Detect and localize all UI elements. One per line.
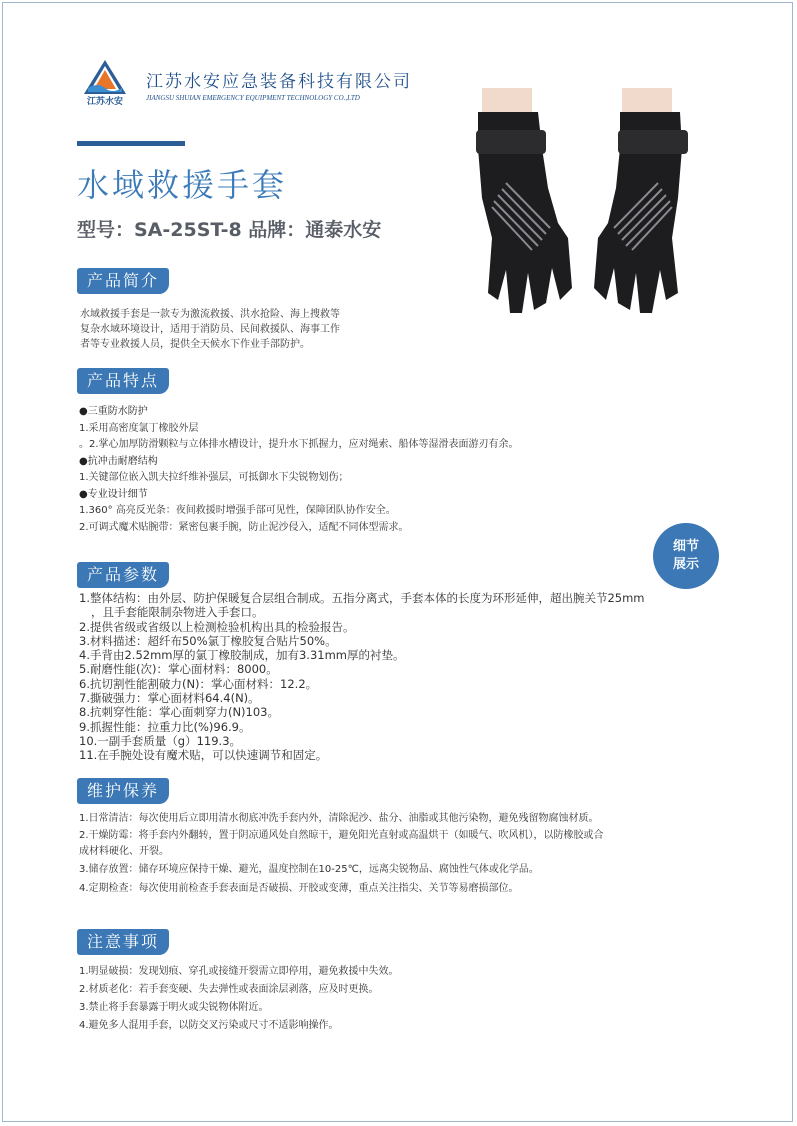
section-heading-intro: 产品简介 — [77, 268, 169, 294]
param-item: 10.一副手套质量（g）119.3。 — [79, 733, 242, 748]
section-heading-params: 产品参数 — [77, 562, 169, 588]
logo-text: 江苏水安 — [86, 97, 124, 106]
badge-line: 展示 — [672, 557, 699, 572]
company-name-en: JIANGSU SHUIAN EMERGENCY EQUIPMENT TECHNOLOGY CO.,LTD — [146, 94, 360, 102]
param-item: 11.在手腕处设有魔术贴，可以快速调节和固定。 — [79, 748, 328, 763]
param-item: 3.材料描述：超纤布50%氯丁橡胶复合贴片50%。 — [79, 633, 337, 648]
company-header — [146, 67, 412, 102]
param-item: 1.整体结构：由外层、防护保暖复合层组合制成。五指分离式，手套本体的长度为环形延伸，超出腕关节25mm — [79, 591, 645, 605]
note-item: 2.材质老化：若手套变硬、失去弹性或表面涂层剥落，应及时更换。 — [79, 984, 379, 995]
feature-item: 1.360° 高亮反光条：夜间救援时增强手部可见性，保障团队协作安全。 — [79, 505, 396, 516]
notes-list — [79, 963, 399, 1035]
param-item: 6.抗切割性能割破力(N)：掌心面材料：12.2。 — [79, 676, 318, 691]
feature-item: 2.可调式魔术贴腕带：紧密包裹手腕，防止泥沙侵入，适配不同体型需求。 — [79, 521, 409, 533]
maintenance-item: 2.干燥防霉：将手套内外翻转，置于阴凉通风处自然晾干，避免阳光直射或高温烘干（如暖气、吹风机），以防橡胶或合 — [79, 830, 604, 841]
intro-line: 复杂水域环境设计，适用于消防员、民间救援队、海事工作 — [80, 324, 340, 335]
param-item: 5.耐磨性能(次)：掌心面材料：8000。 — [79, 662, 278, 677]
gloves-image — [472, 88, 700, 318]
section-heading-notes: 注意事项 — [77, 929, 169, 955]
note-item: 4.避免多人混用手套，以防交叉污染或尺寸不适影响操作。 — [79, 1020, 339, 1031]
section-heading-maintenance: 维护保养 — [77, 778, 169, 804]
feature-group-title: ●三重防水防护 — [79, 406, 148, 417]
company-name-cn: 江苏水安应急装备科技有限公司 — [146, 72, 412, 92]
note-item: 3.禁止将手套暴露于明火或尖锐物体附近。 — [79, 1002, 269, 1013]
intro-text — [80, 307, 340, 352]
intro-line: 水域救援手套是一款专为激流救援、洪水抢险、海上搜救等 — [80, 309, 340, 320]
maintenance-list — [79, 810, 604, 898]
company-logo — [80, 58, 130, 106]
params-list — [79, 591, 645, 763]
feature-item: 1.采用高密度氯丁橡胶外层 — [79, 422, 199, 434]
features-list — [79, 404, 519, 536]
feature-item: 1.关键部位嵌入凯夫拉纤维补强层，可抵御水下尖锐物划伤； — [79, 472, 349, 483]
product-model: 型号：SA-25ST-8 品牌：通泰水安 — [77, 219, 382, 241]
param-item: 7.撕破强力：掌心面材料64.4(N)。 — [79, 691, 260, 706]
param-item: 4.手背由2.52mm厚的氯丁橡胶制成，加有3.31mm厚的衬垫。 — [79, 648, 405, 663]
feature-group-title: ●抗冲击耐磨结构 — [79, 455, 158, 467]
title-accent-bar — [77, 141, 185, 146]
maintenance-item: 成材料硬化、开裂。 — [79, 846, 169, 857]
feature-group-title: ●专业设计细节 — [79, 488, 148, 500]
badge-line: 细节 — [672, 539, 699, 554]
intro-line: 者等专业救援人员，提供全天候水下作业手部防护。 — [80, 339, 310, 350]
section-heading-features: 产品特点 — [77, 368, 169, 394]
param-item: 9.抓握性能：拉重力比(%)96.9。 — [79, 719, 251, 734]
param-item: 8.抗刺穿性能：掌心面刺穿力(N)103。 — [79, 705, 279, 720]
maintenance-item: 1.日常清洁：每次使用后立即用清水彻底冲洗手套内外，清除泥沙、盐分、油脂或其他污染物，避免残留物腐蚀材质。 — [79, 813, 599, 824]
feature-item: 。2.掌心加厚防滑颗粒与立体排水槽设计，提升水下抓握力，应对绳索、船体等湿滑表面游刃有余。 — [79, 439, 519, 450]
param-item: ，且手套能限制杂物进入手套口。 — [91, 605, 264, 620]
maintenance-item: 4.定期检查：每次使用前检查手套表面是否破损、开胶或变薄，重点关注指尖、关节等易磨损部位。 — [79, 883, 519, 894]
param-item: 2.提供省级或省级以上检测检验机构出具的检验报告。 — [79, 619, 355, 634]
maintenance-item: 3.储存放置：储存环境应保持干燥、避光，温度控制在10-25℃，远离尖锐物品、腐蚀性气体或化学品。 — [79, 864, 539, 875]
product-title: 水域救援手套 — [77, 166, 288, 204]
note-item: 1.明显破损：发现划痕、穿孔或接缝开裂需立即停用，避免救援中失效。 — [79, 966, 399, 977]
detail-badge — [653, 523, 719, 589]
